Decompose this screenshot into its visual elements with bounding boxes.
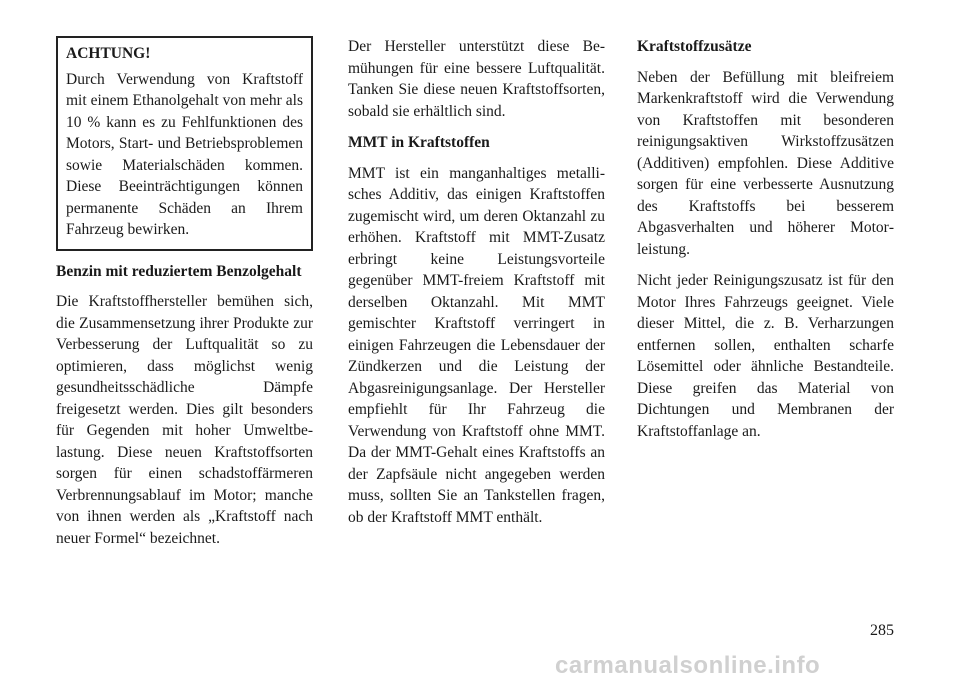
page-number: 285	[870, 622, 894, 639]
section-text-hersteller: Der Hersteller unterstützt diese Bemühungen für eine bessere Luftqualität. Tanken Sie diese neuen Kraftstoffsorten, sobald sie erhältlich sind.	[348, 38, 605, 120]
section-text-benzol: Die Kraftstoffhersteller bemühen sich, die Zusammensetzung ihrer Produkte zur Verbesserung der Luftqualität so zu optimieren, dass möglichst wenig gesundheitsschädliche Dämpfe freigesetzt werden. Dies gilt besonders für Gegenden mit hoher Umweltbelastung. Diese neuen Kraftstoffsorten sorgen für einen schadstoffärmeren Verbrennungsablauf im Motor; manche von ihnen werden als „Kraftstoff nach neuer Formel“ bezeichnet.	[56, 293, 313, 547]
section-text-mmt: MMT ist ein manganhaltiges metallisches Additiv, das einigen Kraftstoffen zugemischt wird, um deren Oktanzahl zu erhöhen. Kraftstoff mit MMT-Zusatz erbringt keine Leistungsvorteile gegenüber MMT-freiem Kraftstoff mit derselben Oktanzahl. Mit MMT gemischter Kraftstoff verringert in einigen Fahrzeugen die Lebensdauer der Zündkerzen und die Leistung der Abgasreinigungsanlage. Der Hersteller empfiehlt für Ihr Fahrzeug die Verwendung von Kraftstoff ohne MMT. Da der MMT-Gehalt eines Kraftstoffs an der Zapfsäule nicht angegeben werden muss, sollten Sie an Tankstellen fragen, ob der Kraftstoff MMT enthält.	[348, 164, 605, 526]
warning-title: ACHTUNG!	[66, 45, 151, 62]
column-middle	[348, 36, 605, 538]
section-heading-zusaetze: Kraftstoffzusätze	[637, 38, 752, 55]
section-text-zusaetze-2: Nicht jeder Reinigungszusatz ist für den Motor Ihres Fahrzeugs geeignet. Viele dieser Mittel, die z. B. Verharzungen entfernen sollen, enthalten scharfe Lösemittel oder ähnliche Bestandteile. Diese greifen das Material von Dichtungen und Membranen der Kraftstoffanlage an.	[637, 272, 894, 440]
section-heading-benzol: Benzin mit reduziertem Benzolgehalt	[56, 262, 302, 280]
column-left	[56, 36, 313, 559]
section-heading-mmt: MMT in Kraftstoffen	[348, 134, 490, 151]
column-right	[637, 36, 894, 452]
section-text-zusaetze-1: Neben der Befüllung mit bleifreiem Markenkraftstoff wird die Verwendung von Kraftstoffen mit besonderen reinigungsaktiven Wirkstoffzusätzen (Additiven) empfohlen. Diese Additive sorgen für eine verbesserte Ausnutzung des Kraftstoffs bei besserem Abgasverhalten und höherer Motorleistung.	[637, 68, 894, 258]
watermark: carmanualsonline.info	[555, 652, 821, 679]
warning-box	[56, 36, 313, 251]
warning-text: Durch Verwendung von Kraftstoff mit einem Ethanolgehalt von mehr als 10 % kann es zu Fehlfunktionen des Motors, Start- und Betriebsproblemen sowie Materialschäden kommen. Diese Beeinträchtigungen können permanente Schäden an Ihrem Fahrzeug bewirken.	[66, 70, 303, 238]
